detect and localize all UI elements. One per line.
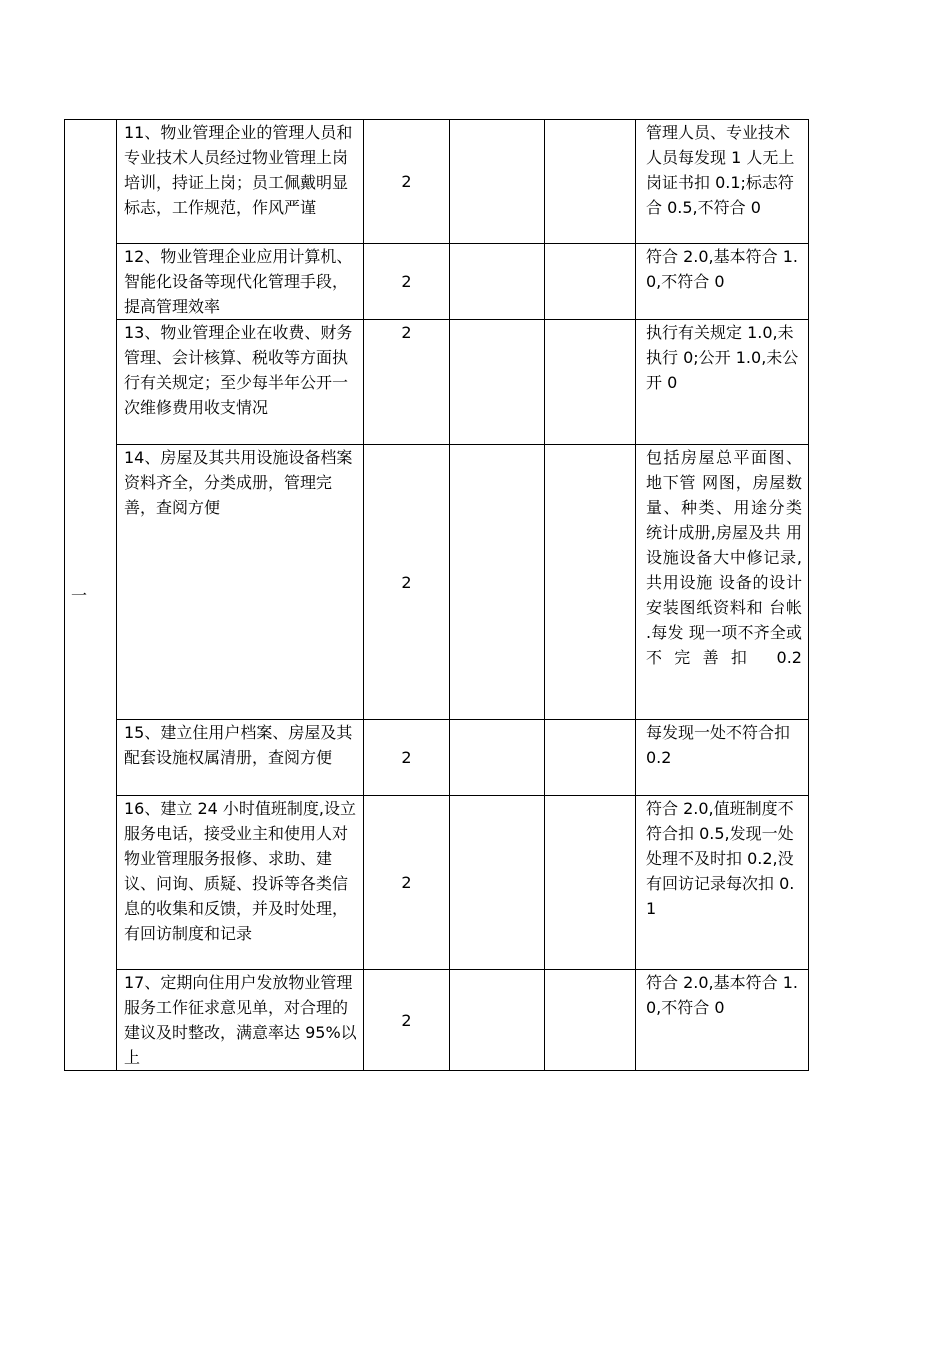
table-row bbox=[65, 445, 809, 720]
item-cell: 15、建立住用户档案、房屋及其配套设施权属清册，查阅方便 bbox=[117, 720, 364, 796]
score-cell: 2 bbox=[364, 796, 450, 970]
criteria-cell: 符合 2.0,基本符合 1.0,不符合 0 bbox=[636, 970, 809, 1071]
criteria-cell: 管理人员、专业技术人员每发现 1 人无上岗证书扣 0.1;标志符合 0.5,不符合 0 bbox=[636, 120, 809, 244]
item-cell: 14、房屋及其共用设施设备档案资料齐全，分类成册，管理完善，查阅方便 bbox=[117, 445, 364, 720]
table-row bbox=[65, 970, 809, 1071]
criteria-cell: 包括房屋总平面图、 地下管 网图，房屋数量、种类、用途分类统计成册,房屋及共 用设施设备大中修记录,共用设施 设备的设计安装图纸资料和 台帐 .每发 现一项不齐全或不完善扣 0.2 bbox=[636, 445, 809, 720]
blank-cell bbox=[450, 720, 545, 796]
blank-cell bbox=[450, 970, 545, 1071]
criteria-cell: 符合 2.0,值班制度不符合扣 0.5,发现一处处理不及时扣 0.2,没有回访记录每次扣 0.1 bbox=[636, 796, 809, 970]
blank-cell bbox=[545, 244, 636, 320]
table-row bbox=[65, 244, 809, 320]
blank-cell bbox=[545, 445, 636, 720]
blank-cell bbox=[545, 720, 636, 796]
category-cell: 一 bbox=[65, 120, 117, 1071]
item-cell: 11、物业管理企业的管理人员和专业技术人员经过物业管理上岗培训，持证上岗；员工佩戴明显标志，工作规范，作风严谨 bbox=[117, 120, 364, 244]
criteria-cell: 符合 2.0,基本符合 1.0,不符合 0 bbox=[636, 244, 809, 320]
table-row bbox=[65, 120, 809, 244]
table-row bbox=[65, 720, 809, 796]
item-cell: 16、建立 24 小时值班制度,设立服务电话，接受业主和使用人对物业管理服务报修、求助、建议、问询、质疑、投诉等各类信息的收集和反馈，并及时处理，有回访制度和记录 bbox=[117, 796, 364, 970]
score-cell: 2 bbox=[364, 720, 450, 796]
blank-cell bbox=[450, 796, 545, 970]
criteria-cell: 每发现一处不符合扣 0.2 bbox=[636, 720, 809, 796]
blank-cell bbox=[545, 970, 636, 1071]
blank-cell bbox=[450, 120, 545, 244]
blank-cell bbox=[545, 796, 636, 970]
blank-cell bbox=[450, 244, 545, 320]
score-cell: 2 bbox=[364, 120, 450, 244]
score-cell: 2 bbox=[364, 970, 450, 1071]
blank-cell bbox=[545, 120, 636, 244]
score-cell: 2 bbox=[364, 244, 450, 320]
item-cell: 12、物业管理企业应用计算机、智能化设备等现代化管理手段，提高管理效率 bbox=[117, 244, 364, 320]
item-cell: 13、物业管理企业在收费、财务管理、会计核算、税收等方面执行有关规定；至少每半年公开一次维修费用收支情况 bbox=[117, 320, 364, 445]
blank-cell bbox=[450, 320, 545, 445]
evaluation-table bbox=[64, 119, 809, 1071]
blank-cell bbox=[545, 320, 636, 445]
table-row bbox=[65, 796, 809, 970]
table-row bbox=[65, 320, 809, 445]
score-cell: 2 bbox=[364, 320, 450, 445]
score-cell: 2 bbox=[364, 445, 450, 720]
item-cell: 17、定期向住用户发放物业管理服务工作征求意见单，对合理的建议及时整改，满意率达 95%以上 bbox=[117, 970, 364, 1071]
criteria-cell: 执行有关规定 1.0,未执行 0;公开 1.0,未公开 0 bbox=[636, 320, 809, 445]
blank-cell bbox=[450, 445, 545, 720]
